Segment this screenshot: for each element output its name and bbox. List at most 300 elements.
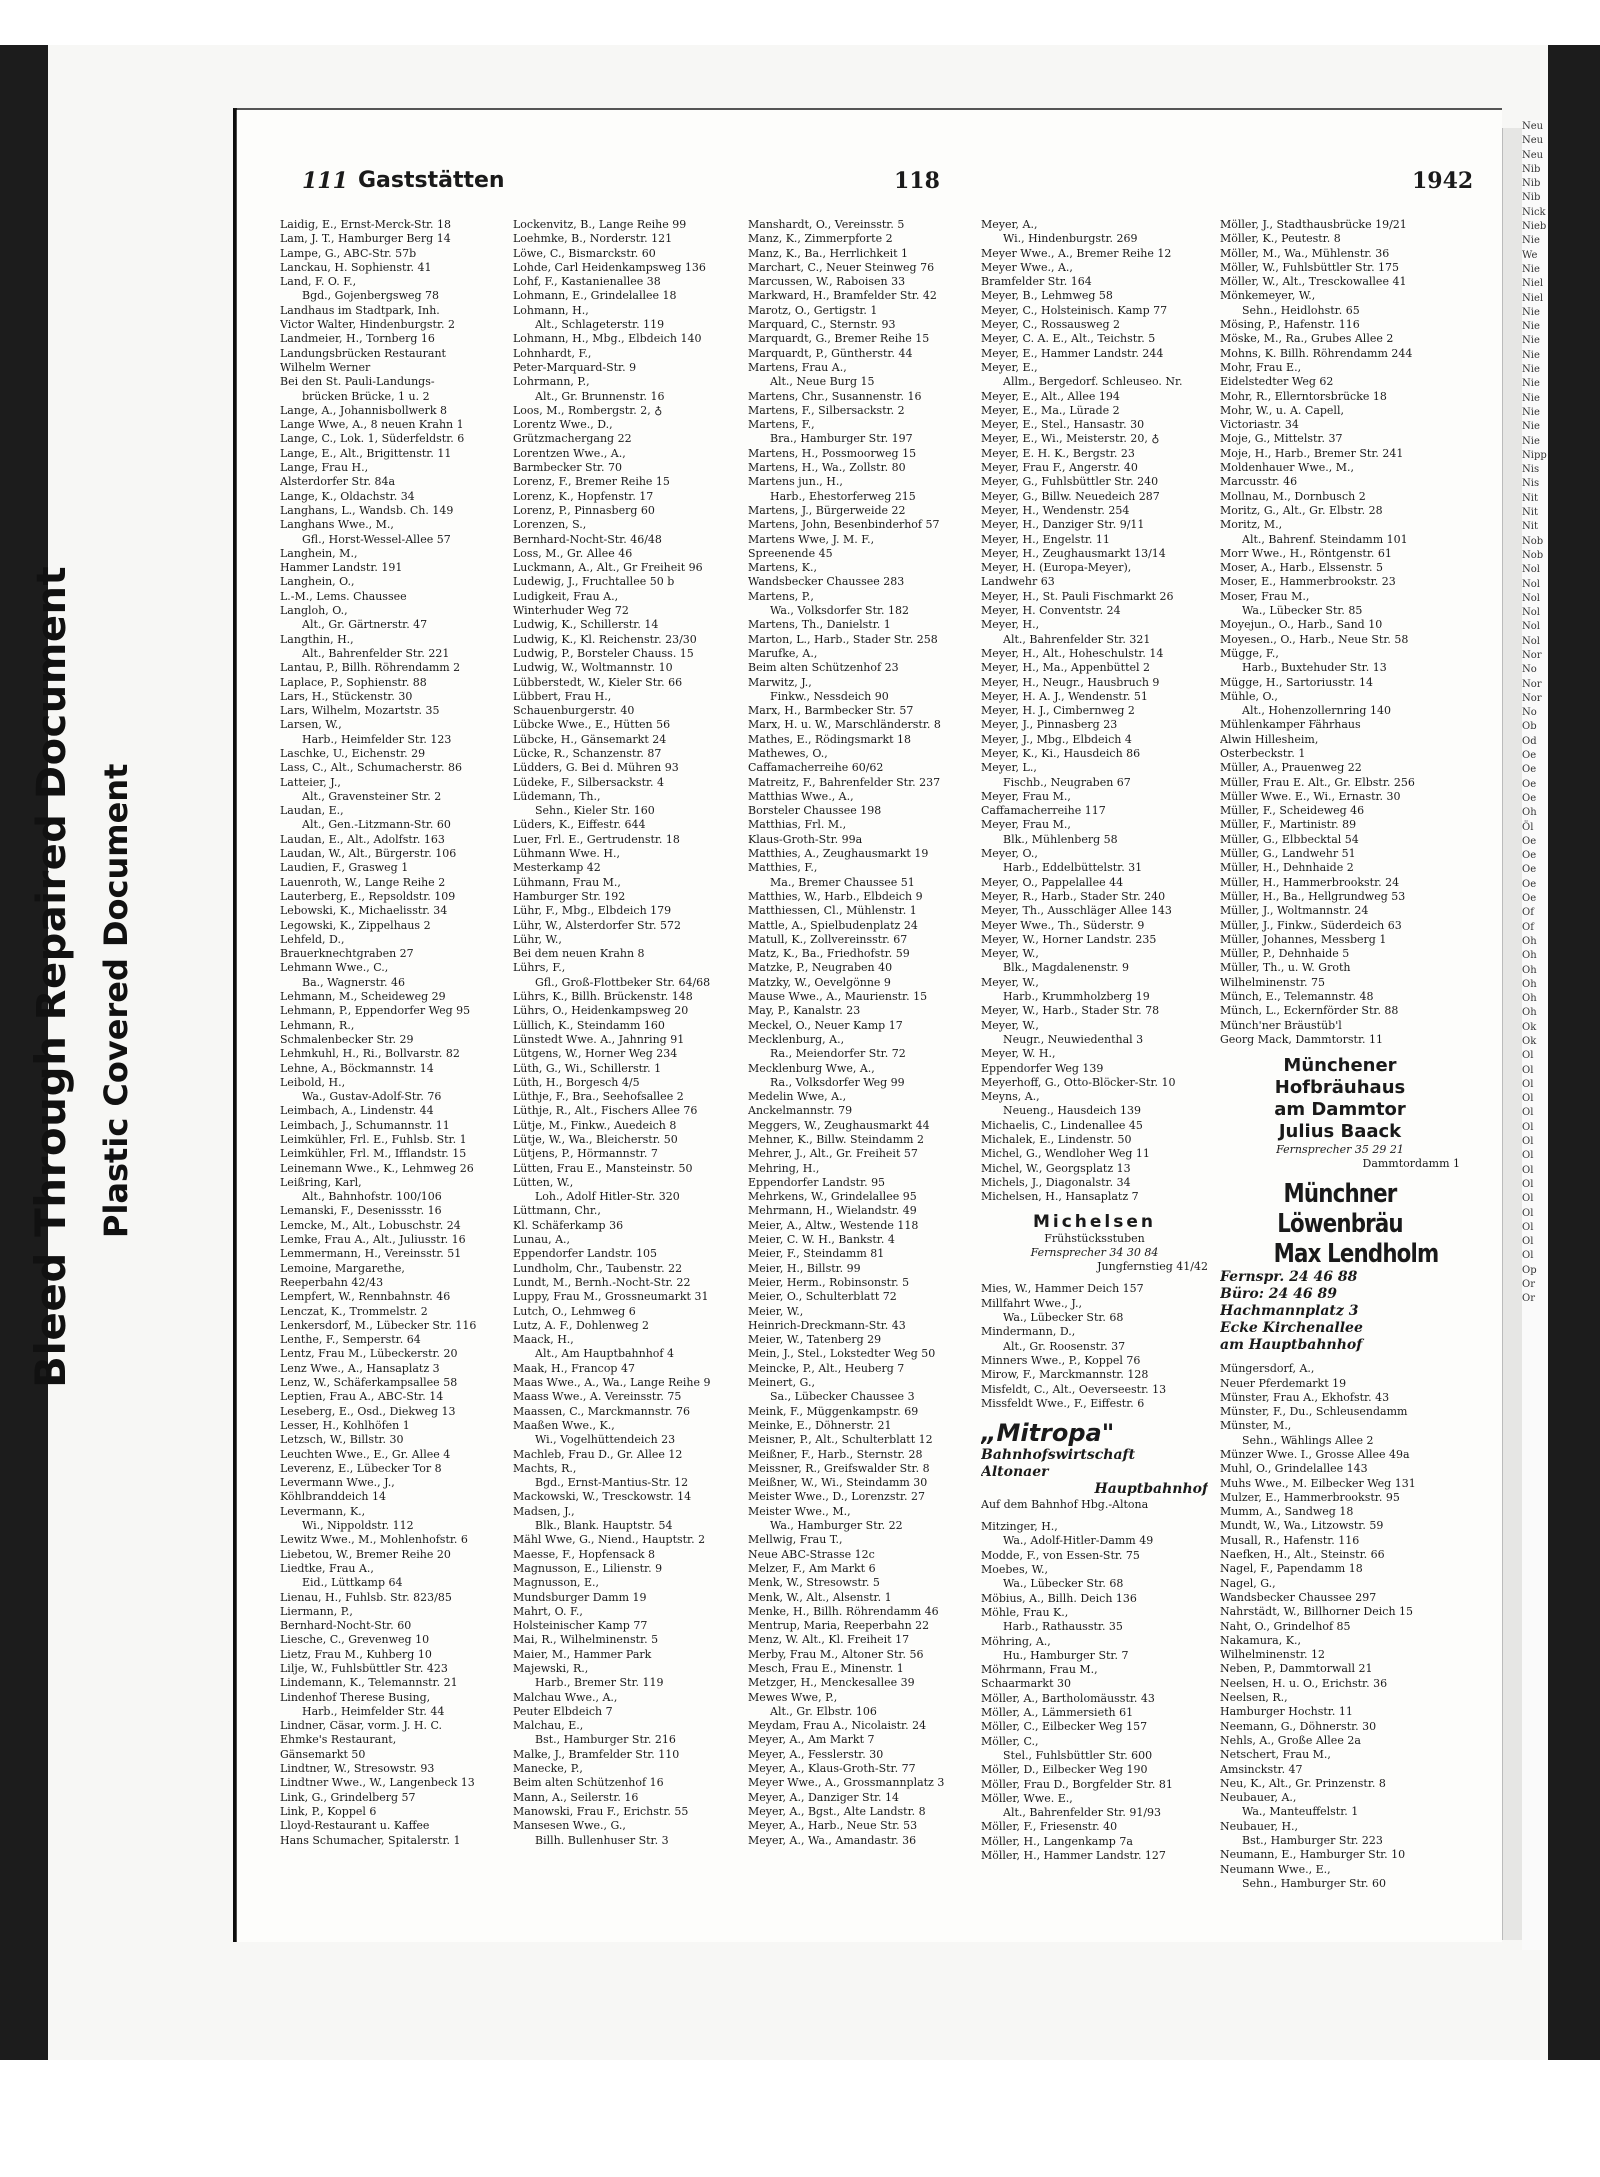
facing-page-text: Öl [1522,821,1534,833]
directory-entry: Müller, Frau E. Alt., Gr. Elbstr. 256 [1220,775,1415,789]
directory-entry: Alt., Gr. Roosenstr. 37 [1003,1339,1126,1353]
directory-entry: Meyns, A., [981,1090,1040,1104]
directory-entry: Manz, K., Ba., Herrlichkeit 1 [748,246,909,260]
directory-entry: Harb., Buxtehuder Str. 13 [1242,661,1387,675]
directory-entry: Mesch, Frau E., Minenstr. 1 [748,1661,904,1675]
facing-page-text: We [1522,249,1538,261]
top-margin [0,0,1600,45]
directory-entry: Laplace, P., Sophienstr. 88 [280,675,427,689]
page-edge [1502,128,1523,1940]
directory-entry: Moje, H., Harb., Bremer Str. 241 [1220,446,1404,460]
directory-entry: Lübcke, H., Gänsemarkt 24 [513,732,667,746]
page-year: 1942 [1412,168,1474,194]
ad-mitropa-line1: Bahnhofswirtschaft [981,1447,1136,1464]
directory-entry: Lauterberg, E., Repsoldstr. 109 [280,889,456,903]
directory-entry: Lühr, W., Alsterdorfer Str. 572 [513,918,681,932]
directory-entry: Müller, H., Dehnhaide 2 [1220,861,1354,875]
directory-entry: Neumann Wwe., E., [1220,1862,1331,1876]
directory-entry: Harb., Rathausstr. 35 [1003,1620,1123,1634]
directory-entry: Lewitz Wwe., M., Mohlenhofstr. 6 [280,1533,468,1547]
facing-page-text: Oe [1522,864,1537,876]
facing-page-text: Nob [1522,535,1544,547]
directory-entry: Möller, A., Lämmersieth 61 [981,1706,1134,1720]
directory-entry: Alt., Gr. Brunnenstr. 16 [535,389,665,403]
directory-entry: Meyer, E., Ma., Lürade 2 [981,403,1120,417]
facing-page-text: Oh [1522,978,1537,990]
directory-entry: Manowski, Frau F., Erichstr. 55 [513,1804,689,1818]
facing-page-text: Oe [1522,778,1537,790]
directory-entry: Mehner, K., Billw. Steindamm 2 [748,1133,924,1146]
directory-entry: Hamburger Str. 192 [513,889,626,903]
directory-entry: Möller, H., Hammer Landstr. 127 [981,1848,1166,1862]
directory-entry: Moebes, W., [981,1563,1048,1577]
directory-entry: Meyer, L., [981,761,1037,775]
directory-entry: Martens, K., [748,561,817,575]
directory-entry: Lenz, W., Schäferkampsallee 58 [280,1376,458,1390]
directory-entry: Laudan, E., [280,804,344,818]
directory-entry: Michels, J., Diagonalstr. 34 [981,1175,1131,1189]
directory-entry: Müller, G., Landwehr 51 [1220,847,1356,861]
directory-entry: Langhein, M., [280,546,358,560]
column-4 [981,218,1208,1908]
ad-michelsen-line2: Fernsprecher 34 30 84 [1030,1246,1159,1260]
directory-entry: Ludigkeit, Frau A., [513,589,619,603]
directory-entry: Laudan, W., Alt., Bürgerstr. 106 [280,847,457,861]
directory-entry: Wa., Lübecker Str. 68 [1003,1311,1124,1325]
directory-entry: Meyer, H. A. J., Wendenstr. 51 [981,689,1148,703]
directory-entry: Heinrich-Dreckmann-Str. 43 [748,1318,906,1332]
directory-entry: Lohde, Carl Heidenkampsweg 136 [513,260,706,274]
directory-entry: Alt., Bahnhofstr. 100/106 [302,1190,442,1204]
directory-entry: Lange Wwe, A., 8 neuen Krahn 1 [280,418,464,432]
ad-loewenbraeu-line3: Fernspr. 24 46 88 [1220,1269,1358,1286]
directory-entry: Mahrt, O. F., [513,1604,583,1618]
directory-entry: Köhlbranddeich 14 [280,1490,386,1504]
directory-entry: Lüders, K., Eiffestr. 644 [513,818,646,832]
directory-entry: Meier, C. W. H., Bankstr. 4 [748,1233,895,1247]
directory-entry: Möller, A., Bartholomäusstr. 43 [981,1691,1155,1705]
directory-entry: Meyer, A., Bgst., Alte Landstr. 8 [748,1804,926,1818]
directory-entry: Lemanski, F., Desenissstr. 16 [280,1204,442,1218]
directory-entry: Lanckau, H. Sophienstr. 41 [280,260,432,274]
directory-entry: Meyer, W. H., [981,1047,1056,1061]
directory-entry: Lemoine, Margarethe, [280,1261,405,1275]
directory-entry: Müller, H., Ba., Hellgrundweg 53 [1220,889,1406,903]
directory-entry: Lührs, F., [513,961,566,975]
directory-entry: Meißner, W., Wi., Steindamm 30 [748,1476,928,1490]
directory-entry: Meyer, H., [981,618,1040,632]
facing-page-text: Oh [1522,807,1537,819]
directory-entry: Lorenz, K., Hopfenstr. 17 [513,489,654,503]
directory-entry: Harb., Eddelbüttelstr. 31 [1003,861,1143,875]
directory-entry: Eppendorfer Landstr. 95 [748,1175,886,1189]
directory-entry: Eppendorfer Landstr. 105 [513,1247,658,1261]
directory-entry: Barmbecker Str. 70 [513,461,622,475]
directory-entry: Meincke, P., Alt., Heuberg 7 [748,1361,905,1375]
directory-entry: Lemke, Frau A., Alt., Juliusstr. 16 [280,1233,466,1247]
condition-label-line1a: Bleed Through [26,1035,75,1388]
directory-entry: Martens, H., Possmoorweg 15 [748,446,917,460]
facing-page-text: Oe [1522,750,1537,762]
directory-entry: Mehrkens, W., Grindelallee 95 [748,1190,917,1204]
directory-entry: Lütjens, P., Hörmannstr. 7 [513,1147,658,1161]
directory-entry: Moyejun., O., Harb., Sand 10 [1220,618,1383,632]
facing-page-text: Or [1522,1293,1535,1305]
facing-page-text: Ok [1522,1036,1537,1047]
facing-page-text: Nie [1522,306,1540,318]
facing-page-text: No [1522,664,1537,676]
directory-entry: Larsen, W., [280,718,342,732]
directory-entry: Wandsbecker Chaussee 283 [748,575,905,589]
directory-entry: Lunau, A., [513,1233,571,1247]
directory-entry: Mösing, P., Hafenstr. 116 [1220,318,1360,332]
directory-entry: Wi., Hindenburgstr. 269 [1003,232,1138,246]
facing-page-text: Ol [1522,1193,1534,1205]
directory-entry: Mentrup, Maria, Reeperbahn 22 [748,1619,930,1633]
directory-entry: Missfeldt Wwe., F., Eiffestr. 6 [981,1396,1145,1410]
directory-entry: Bramfelder Str. 164 [981,275,1092,289]
directory-entry: Lohmann, H., Mbg., Elbdeich 140 [513,332,702,346]
directory-entry: Metzger, H., Menckesallee 39 [748,1676,915,1690]
facing-page-text: No [1522,707,1537,719]
directory-entry: Marchart, C., Neuer Steinweg 76 [748,260,935,274]
directory-entry: Madsen, J., [513,1504,575,1518]
directory-entry: Lehne, A., Böckmannstr. 14 [280,1061,434,1075]
directory-entry: Meyer, H., Ma., Appenbüttel 2 [981,661,1151,675]
directory-entry: Bst., Hamburger Str. 216 [535,1733,676,1747]
directory-entry: Meier, W., Tatenberg 29 [748,1333,882,1347]
facing-page-text: Nol [1522,607,1540,619]
facing-page-text: Nor [1522,692,1542,704]
page-shadow [233,108,237,1942]
directory-entry: Menk, W., Stresowstr. 5 [748,1576,880,1590]
ad-hofbraeuhaus-line6: Dammtordamm 1 [1362,1157,1460,1171]
directory-entry: Meyer, J., Mbg., Elbdeich 4 [981,732,1132,746]
directory-entry: Link, G., Grindelberg 57 [280,1790,416,1804]
directory-entry: Beim alten Schützenhof 23 [748,661,899,675]
directory-entry: Moser, A., Harb., Elssenstr. 5 [1220,561,1383,575]
directory-entry: Möller, C., Eilbecker Weg 157 [981,1720,1148,1734]
directory-entry: Müller, Th., u. W. Groth [1220,961,1351,975]
directory-entry: Müller, H., Hammerbrookstr. 24 [1220,875,1400,889]
ad-loewenbraeu-line6: Ecke Kirchenallee [1220,1320,1363,1337]
directory-entry: Lampe, G., ABC-Str. 57b [280,246,417,260]
ad-loewenbraeu-line5: Hachmannplatz 3 [1220,1303,1359,1320]
directory-entry: Möbius, A., Billh. Deich 136 [981,1591,1137,1605]
directory-entry: Mundt, W., Wa., Litzowstr. 59 [1220,1519,1384,1533]
directory-page [233,108,1502,1942]
directory-entry: Stel., Fuhlsbüttler Str. 600 [1003,1748,1153,1762]
directory-entry: Meyer, J., Pinnasberg 23 [981,718,1118,732]
directory-entry: Muhs Wwe., M. Eilbecker Weg 131 [1220,1476,1416,1490]
ad-mitropa-line4: Auf dem Bahnhof Hbg.-Altona [981,1498,1149,1512]
directory-entry: Alt., Gr. Gärtnerstr. 47 [302,618,428,632]
facing-page-text: Ol [1522,1121,1534,1133]
directory-entry: Matthias, Frl. M., [748,818,847,832]
facing-page-text: Ol [1522,1221,1534,1233]
directory-entry: Schaarmarkt 30 [981,1677,1071,1691]
directory-entry: Marcussen, W., Raboisen 33 [748,275,906,289]
directory-entry: Müller, F., Scheideweg 46 [1220,804,1365,818]
facing-page-text: Nor [1522,649,1542,661]
directory-entry: Lorenz, P., Pinnasberg 60 [513,503,655,517]
ad-michelsen [981,1212,1208,1274]
directory-entry: Lübcke Wwe., E., Hütten 56 [513,718,671,732]
directory-entry: Meyer, C. A. E., Alt., Teichstr. 5 [981,332,1156,346]
facing-page-text: Nie [1522,335,1540,347]
directory-entry: Menk, W., Alt., Alsenstr. 1 [748,1590,892,1604]
directory-entry: Alt., Gen.-Litzmann-Str. 60 [302,818,451,832]
directory-entry: Ma., Bremer Chaussee 51 [770,875,915,889]
directory-entry: Maaßen Wwe., K., [513,1418,615,1432]
directory-entry: Meyer, E., Wi., Meisterstr. 20, ♁ [981,432,1160,446]
directory-entry: Meyer, H., Engelstr. 11 [981,532,1110,546]
directory-entry: Moje, G., Mittelstr. 37 [1220,432,1343,446]
directory-entry: Meyer, E., Alt., Allee 194 [981,389,1120,403]
directory-entry: Leibold, H., [280,1075,346,1089]
directory-entry: Lindtner, W., Stresowstr. 93 [280,1762,435,1776]
directory-entry: Loh., Adolf Hitler-Str. 320 [535,1190,680,1204]
column-2 [513,218,736,1908]
directory-entry: Bei den St. Pauli-Landungs- [280,375,435,389]
ad-mitropa-name: „Mitropa" [981,1419,1115,1448]
ad-loewenbraeu-line7: am Hauptbahnhof [1220,1337,1363,1354]
page-header [302,168,1482,196]
directory-entry: Lange, A., Johannisbollwerk 8 [280,403,447,417]
directory-entry: Mollnau, M., Dornbusch 2 [1220,489,1366,503]
facing-page-text: Nie [1522,406,1540,418]
directory-entry: Lebowski, K., Michaelisstr. 34 [280,904,448,918]
facing-page-text: Nit [1522,507,1538,519]
directory-entry: Millfahrt Wwe., J., [981,1296,1082,1310]
directory-entry: Neubauer, H., [1220,1819,1299,1833]
directory-entry: Magnusson, E., Lilienstr. 9 [513,1561,663,1575]
directory-entry: Liebetou, W., Bremer Reihe 20 [280,1547,451,1561]
directory-entry: Sehn., Kieler Str. 160 [535,804,655,818]
directory-entry: Martens jun., H., [748,475,843,489]
directory-entry: L.-M., Lems. Chaussee [280,589,407,603]
directory-entry: Lange, Frau H., [280,461,369,475]
directory-entry: Meyer, O., [981,847,1038,861]
directory-entry: Moyesen., O., Harb., Neue Str. 58 [1220,632,1409,646]
directory-entry: Meyer, K., Ki., Hausdeich 86 [981,746,1141,760]
directory-entry: Lünstedt Wwe. A., Jahnring 91 [513,1032,685,1046]
directory-entry: Marton, L., Harb., Stader Str. 258 [748,632,938,646]
facing-page-text: Nie [1522,392,1540,404]
directory-entry: Mathewes, O., [748,746,828,760]
directory-entry: Alt., Bahrenfelder Str. 221 [302,646,450,660]
directory-entry: Naht, O., Grindelhof 85 [1220,1619,1351,1633]
directory-entry: Meier, F., Steindamm 81 [748,1247,885,1261]
directory-entry: Mühle, O., [1220,689,1278,703]
directory-entry: Meydam, Frau A., Nicolaistr. 24 [748,1719,927,1733]
directory-entry: Manshardt, O., Vereinsstr. 5 [748,218,905,231]
directory-entry: Lienau, H., Fuhlsb. Str. 823/85 [280,1590,452,1604]
directory-entry: Münch, L., Eckernförder Str. 88 [1220,1004,1399,1018]
facing-page-text: Niel [1522,278,1544,290]
directory-entry: Martens, Frau A., [748,360,847,374]
facing-page-text: Ol [1522,1150,1534,1162]
directory-entry: Marquardt, P., Güntherstr. 44 [748,346,913,360]
directory-entry: Wa., Lübecker Str. 68 [1003,1577,1124,1591]
directory-entry: Lehmkuhl, H., Ri., Bollvarstr. 82 [280,1047,460,1061]
directory-entry: Minners Wwe., P., Koppel 76 [981,1353,1141,1367]
directory-entry: Wi., Vogelhüttendeich 23 [535,1433,676,1447]
directory-entry: Lüdeke, F., Silbersackstr. 4 [513,775,665,789]
directory-entry: Lehmann, M., Scheideweg 29 [280,990,446,1004]
directory-entry: Luer, Frl. E., Gertrudenstr. 18 [513,832,680,846]
directory-entry: Ludwig, P., Borsteler Chauss. 15 [513,646,694,660]
facing-page-text: Nie [1522,321,1540,333]
directory-entry: Marquardt, G., Bremer Reihe 15 [748,332,930,346]
directory-entry: Wilhelminenstr. 12 [1220,1648,1325,1662]
directory-entry: Meyer, E. H. K., Bergstr. 23 [981,446,1135,460]
directory-entry: Machts, R., [513,1461,577,1475]
directory-entry: Martens, J., Bürgerweide 22 [748,503,906,517]
directory-entry: Billh. Bullenhuser Str. 3 [535,1833,669,1847]
section-title: Gaststätten [358,168,505,193]
directory-entry: Lüthje, F., Bra., Seehofsallee 2 [513,1090,684,1104]
directory-entry: Fischb., Neugraben 67 [1003,775,1131,789]
facing-page-text: Nor [1522,678,1542,690]
directory-entry: Meyer, H., Danziger Str. 9/11 [981,518,1145,532]
directory-entry: Latteier, J., [280,775,341,789]
directory-entry: Moritz, G., Alt., Gr. Elbstr. 28 [1220,503,1383,517]
directory-entry: Lühr, F., Mbg., Elbdeich 179 [513,904,672,918]
directory-entry: Meyer, H. Conventstr. 24 [981,604,1121,618]
directory-entry: Maesse, F., Hopfensack 8 [513,1547,655,1561]
directory-entry: Meinke, E., Döhnerstr. 21 [748,1418,892,1432]
directory-entry: Sehn., Hamburger Str. 60 [1242,1876,1386,1890]
directory-entry: Lockenvitz, B., Lange Reihe 99 [513,218,687,231]
directory-entry: Marotz, O., Gertigstr. 1 [748,303,878,317]
directory-entry: Matull, K., Zollvereinsstr. 67 [748,932,908,946]
directory-entry: Meyer, G., Fuhlsbüttler Str. 240 [981,475,1159,489]
directory-entry: Victoriastr. 34 [1220,418,1299,432]
directory-entry: Lehmann, P., Eppendorfer Weg 95 [280,1004,471,1018]
directory-entry: Meyer, C., Rossausweg 2 [981,318,1120,332]
directory-entry: Leinemann Wwe., K., Lehmweg 26 [280,1161,474,1175]
directory-entry: Neuer Pferdemarkt 19 [1220,1376,1347,1390]
directory-entry: Maier, M., Hammer Park [513,1647,652,1661]
facing-page-text: Nob [1522,549,1544,561]
directory-entry: Möller, H., Langenkamp 7a [981,1834,1133,1848]
directory-entry: Müngersdorf, A., [1220,1362,1315,1376]
directory-entry: Harb., Krummholzberg 19 [1003,990,1150,1004]
facing-page-text: Neu [1522,135,1544,147]
directory-entry: Meisner, P., Alt., Schulterblatt 12 [748,1433,933,1447]
directory-entry: Lüth, H., Borgesch 4/5 [513,1075,640,1089]
directory-entry: Schmalenbecker Str. 29 [280,1032,414,1046]
directory-entry: Lühmann, Frau M., [513,875,621,889]
directory-entry: Moritz, M., [1220,518,1283,532]
directory-entry: Link, P., Koppel 6 [280,1804,377,1818]
ad-mitropa-line3: Hauptbahnhof [1094,1481,1208,1498]
directory-entry: Laidig, E., Ernst-Merck-Str. 18 [280,218,452,231]
directory-entry: Ra., Meiendorfer Str. 72 [770,1047,906,1061]
directory-entry: Meier, A., Altw., Westende 118 [748,1218,919,1232]
directory-entry: Nahrstädt, W., Billhorner Deich 15 [1220,1605,1414,1619]
directory-entry: Alt., Bahrenfelder Str. 321 [1003,632,1151,646]
directory-entry: Ba., Wagnerstr. 46 [302,975,406,989]
directory-entry: Melzer, F., Am Markt 6 [748,1561,876,1575]
ad-michelsen-line3: Jungfernstieg 41/42 [1097,1260,1208,1274]
directory-entry: Meckel, O., Neuer Kamp 17 [748,1018,903,1032]
directory-entry: Meissner, R., Greifswalder Str. 8 [748,1461,930,1475]
directory-entry: Leimbach, J., Schumannstr. 11 [280,1118,450,1132]
facing-page-text: Nol [1522,564,1540,576]
directory-entry: Maak, H., Francop 47 [513,1361,635,1375]
directory-entry: Borsteler Chaussee 198 [748,804,882,818]
directory-entry: Möller, M., Wa., Mühlenstr. 36 [1220,246,1390,260]
facing-page-text: Nis [1522,464,1540,476]
directory-entry: Mohr, Frau E., [1220,360,1302,374]
directory-entry: Möller, W., Alt., Tresckowallee 41 [1220,275,1407,289]
facing-page-text: Nol [1522,592,1540,604]
directory-entry: Meyer, H., St. Pauli Fischmarkt 26 [981,589,1174,603]
directory-entry: Lundholm, Chr., Taubenstr. 22 [513,1261,683,1275]
directory-entry: Blk., Blank. Hauptstr. 54 [535,1519,673,1533]
directory-entry: Morr Wwe., H., Röntgenstr. 61 [1220,546,1392,560]
directory-entry: Alt., Hohenzollernring 140 [1242,704,1391,718]
directory-entry: Ludwig, W., Woltmannstr. 10 [513,661,673,675]
directory-entry: Mellwig, Frau T., [748,1533,843,1547]
directory-entry: Marx, H. u. W., Marschländerstr. 8 [748,718,941,732]
directory-entry: Langhein, O., [280,575,355,589]
column-3 [748,218,971,1908]
directory-entry: Mühlenkamper Fährhaus [1220,718,1361,732]
directory-entry: Lempfert, W., Rennbahnstr. 46 [280,1290,451,1304]
directory-entry: Martens, John, Besenbinderhof 57 [748,518,940,532]
directory-entry: Osterbeckstr. 1 [1220,746,1306,760]
directory-entry: Meyer, C., Holsteinisch. Kamp 77 [981,303,1168,317]
ad-hofbraeuhaus [1220,1055,1460,1171]
directory-entry: Lohf, F., Kastanienallee 38 [513,275,661,289]
ad-loewenbraeu [1220,1179,1460,1354]
facing-page-text: Oe [1522,835,1537,847]
directory-entry: Legowski, K., Zippelhaus 2 [280,918,431,932]
directory-entry: Alt., Schlageterstr. 119 [535,318,665,332]
directory-entry: Winterhuder Weg 72 [513,604,629,618]
facing-page-text: Or [1522,1279,1535,1291]
directory-entry: Mecklenburg Wwe, A., [748,1061,875,1075]
directory-entry: Müller Wwe. E., Wi., Ernastr. 30 [1220,789,1401,803]
bottom-margin [0,2060,1600,2177]
directory-entry: Wa., Lübecker Str. 85 [1242,604,1363,618]
ad-loewenbraeu-line1: Münchner Löwenbräu [1277,1179,1403,1240]
ad-hofbraeuhaus-line4: Julius Baack [1278,1121,1402,1143]
directory-entry: Maas Wwe., A., Wa., Lange Reihe 9 [513,1376,711,1390]
directory-entry: Bst., Hamburger Str. 223 [1242,1834,1383,1848]
directory-entry: Neumann, E., Hamburger Str. 10 [1220,1848,1406,1862]
facing-page-text: Nib [1522,192,1541,204]
directory-entry: Lenthe, F., Semperstr. 64 [280,1333,421,1347]
directory-entry: Müller, P., Dehnhaide 5 [1220,947,1350,961]
facing-page-text: Oh [1522,993,1537,1005]
directory-entry: Ludewig, J., Fruchtallee 50 b [513,575,675,589]
facing-page-text: Oh [1522,950,1537,962]
directory-entry: Laudien, F., Grasweg 1 [280,861,409,875]
directory-entry: Misfeldt, C., Alt., Oeverseestr. 13 [981,1382,1167,1396]
directory-entry: Landmeier, H., Tornberg 16 [280,332,435,346]
directory-entry: Lemcke, M., Alt., Lobuschstr. 24 [280,1218,461,1232]
directory-entry: Wa., Adolf-Hitler-Damm 49 [1003,1534,1154,1548]
directory-entry: Marx, H., Barmbecker Str. 57 [748,704,914,718]
directory-entry: Möller, J., Stadthausbrücke 19/21 [1220,218,1407,231]
facing-page-text: Ol [1522,1207,1534,1219]
facing-page-fragment [1522,120,1548,1950]
directory-entry: Bernhard-Nocht-Str. 46/48 [513,532,662,546]
